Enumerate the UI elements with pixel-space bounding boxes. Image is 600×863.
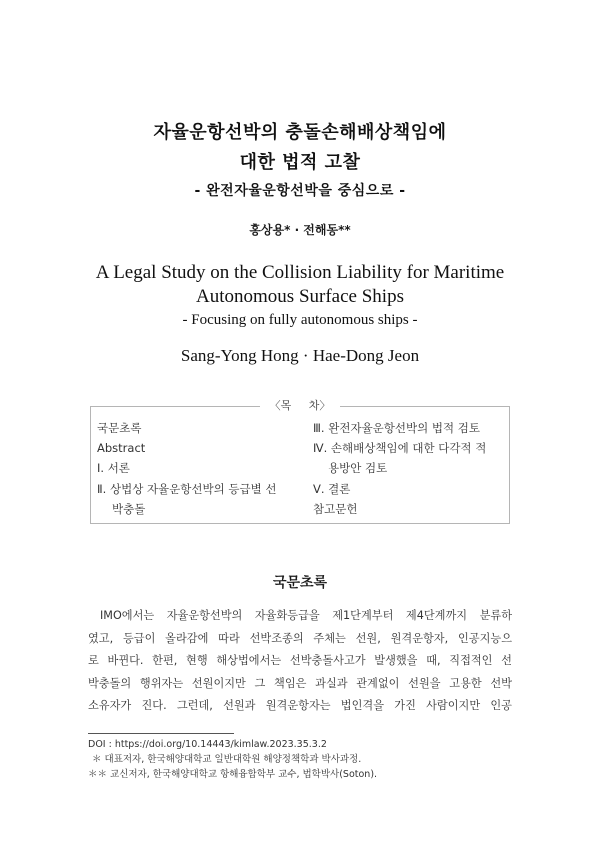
english-title-line-2: Autonomous Surface Ships — [196, 286, 404, 307]
body-line: IMO에서는 자율운항선박의 자율화등급을 제1단계부터 제4단계까지 분류하 — [100, 609, 512, 622]
abstract-heading: 국문초록 — [272, 575, 328, 591]
korean-title-line-1: 자율운항선박의 충돌손해배상책임에 — [153, 122, 447, 143]
body-line: 였고, 등급이 올라감에 따라 선박조종의 주체는 선원, 원격운항자, 인공지능으 — [88, 631, 512, 645]
toc-item: Ⅲ. 완전자율운항선박의 법적 검토 — [313, 421, 480, 435]
korean-authors: 홍상용* · 전해동** — [249, 223, 351, 237]
footnotes — [88, 737, 518, 782]
korean-subtitle: - 완전자율운항선박을 중심으로 - — [194, 183, 406, 199]
footnote-divider — [88, 733, 234, 734]
toc-heading: 〈목 차〉 — [260, 397, 340, 413]
toc-item: Ⅴ. 결론 — [313, 481, 351, 496]
body-line: 로 바뀐다. 한편, 현행 해상법에서는 선박충돌사고가 발생했을 때, 직접적인 선 — [88, 654, 512, 667]
korean-title-line-2: 대한 법적 고찰 — [239, 152, 361, 173]
footnote-2: ＊＊ 교신저자, 한국해양대학교 항해융합학부 교수, 법학박사(Soton). — [88, 769, 378, 780]
toc-left-column — [97, 418, 297, 519]
toc-item: Ⅱ. 상법상 자율운항선박의 등급별 선 — [97, 481, 277, 496]
body-line: 소유자가 진다. 그런데, 선원과 원격운항자는 법인격을 가진 사람이지만 인공 — [88, 699, 512, 712]
english-authors: Sang-Yong Hong · Hae-Dong Jeon — [180, 346, 420, 365]
toc-item: Ⅰ. 서론 — [97, 461, 130, 476]
footnote-1: ＊ 대표저자, 한국해양대학교 일반대학원 해양정책학과 박사과정. — [92, 754, 362, 765]
toc-item-continuation: 박충돌 — [112, 501, 146, 516]
toc-item-continuation: 용방안 검토 — [328, 461, 388, 476]
toc-item: Ⅳ. 손해배상책임에 대한 다각적 적 — [313, 441, 487, 456]
abstract-body — [88, 605, 512, 718]
toc-item: 국문초록 — [97, 421, 142, 435]
english-subtitle: - Focusing on fully autonomous ships - — [182, 312, 418, 328]
toc-item: 참고문헌 — [313, 501, 358, 516]
body-line: 박충돌의 행위자는 선원이지만 그 책임은 과실과 관계없이 선원을 고용한 선박 — [88, 676, 512, 690]
toc-item: Abstract — [97, 441, 146, 456]
english-title-line-1: A Legal Study on the Collision Liability for Maritime — [95, 262, 505, 283]
doi-link[interactable]: DOI : https://doi.org/10.14443/kimlaw.2023.35.3.2 — [88, 739, 327, 750]
toc-right-column — [313, 418, 507, 519]
